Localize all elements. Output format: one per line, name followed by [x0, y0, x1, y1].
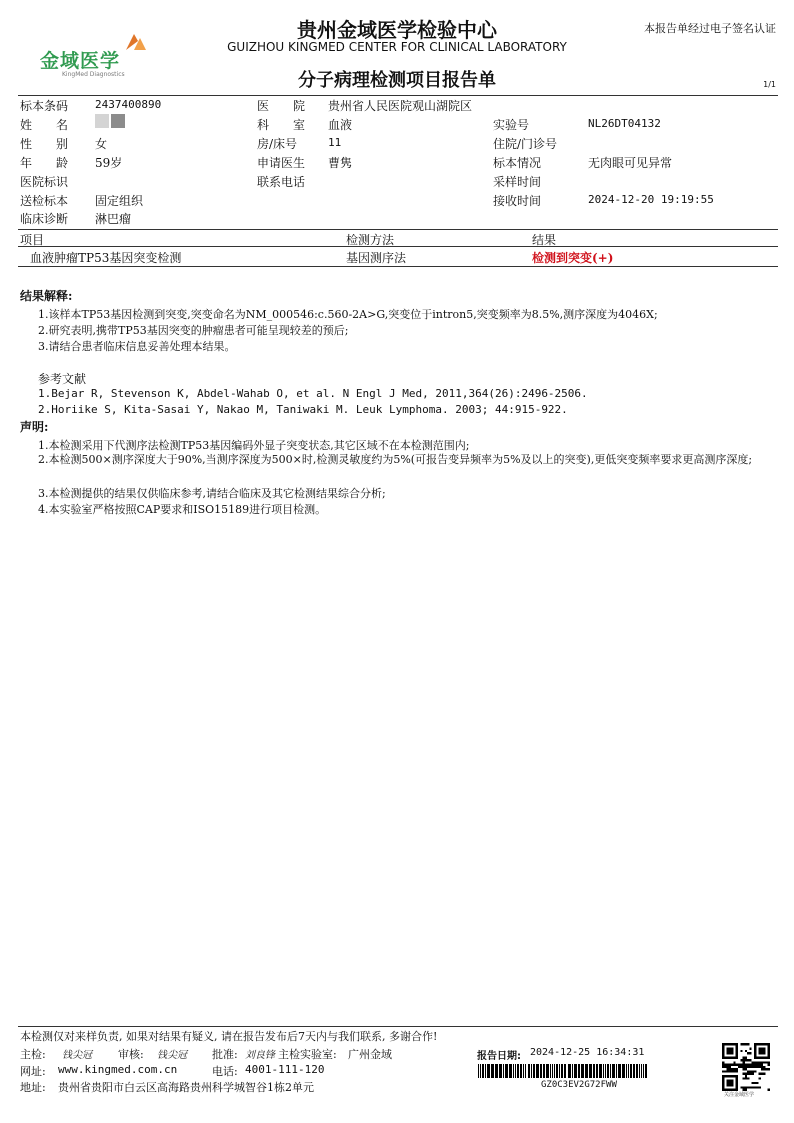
age-label: 年 龄	[20, 156, 69, 170]
doctor-value: 曹隽	[328, 156, 353, 170]
address-value: 贵州省贵阳市白云区高海路贵州科学城智谷1栋2单元	[58, 1081, 314, 1094]
name-label: 姓 名	[20, 118, 69, 132]
address-label: 地址:	[20, 1081, 46, 1094]
header-divider	[18, 95, 778, 96]
reviewer-label: 审核:	[118, 1048, 144, 1061]
statement-line: 3.本检测提供的结果仅供临床参考,请结合临床及其它检测结果综合分析;	[38, 487, 386, 500]
row-item: 血液肿瘤TP53基因突变检测	[30, 251, 182, 265]
tel-value: 4001-111-120	[245, 1063, 325, 1076]
barcode-value: 2437400890	[95, 98, 162, 111]
table-top-rule	[18, 229, 778, 230]
report-title: 分子病理检测项目报告单	[298, 70, 496, 91]
dept-value: 血液	[328, 118, 353, 132]
receive-time-label: 接收时间	[493, 194, 542, 208]
sample-status-value: 无肉眼可见异常	[588, 156, 673, 170]
report-date-value: 2024-12-25 16:34:31	[530, 1047, 645, 1058]
name-redacted	[95, 114, 127, 128]
specimen-label: 送检标本	[20, 194, 69, 208]
page-number: 1/1	[763, 80, 776, 89]
sex-label: 性 别	[20, 137, 69, 151]
col-header-result: 结果	[532, 233, 557, 247]
diagnosis-value: 淋巴瘤	[95, 212, 132, 226]
center-name-en: GUIZHOU KINGMED CENTER FOR CLINICAL LABORATORY	[227, 40, 567, 54]
hospital-value: 贵州省人民医院观山湖院区	[328, 99, 473, 113]
interpretation-line: 2.研究表明,携带TP53基因突变的肿瘤患者可能呈现较差的预后;	[38, 324, 349, 337]
approver-label: 批准:	[212, 1048, 238, 1061]
hospital-label: 医 院	[257, 99, 306, 113]
logo-subtext: KingMed Diagnostics	[62, 71, 125, 78]
statement-line: 4.本实验室严格按照CAP要求和ISO15189进行项目检测。	[38, 503, 327, 516]
statement-title: 声明:	[20, 420, 49, 434]
table-bottom-rule	[18, 266, 778, 267]
references-title: 参考文献	[38, 372, 87, 386]
sample-status-label: 标本情况	[493, 156, 542, 170]
statement-line: 1.本检测采用下代测序法检测TP53基因编码外显子突变状态,其它区域不在本检测范围内;	[38, 439, 470, 452]
footer-divider	[18, 1026, 778, 1027]
reference-item: 2.Horiike S, Kita-Sasai Y, Nakao M, Taniwaki M. Leuk Lymphoma. 2003; 44:915-922.	[38, 403, 568, 416]
logo-text: 金域医学	[40, 50, 121, 72]
reference-item: 1.Bejar R, Stevenson K, Abdel-Wahab O, et al. N Engl J Med, 2011,364(26):2496-2506.	[38, 387, 588, 400]
table-header-rule	[18, 246, 778, 247]
bed-label: 房/床号	[257, 137, 298, 151]
inpatient-label: 住院/门诊号	[493, 137, 558, 151]
approver-signature: 刘良锋	[245, 1050, 275, 1061]
hospital-id-label: 医院标识	[20, 175, 69, 189]
collect-time-label: 采样时间	[493, 175, 542, 189]
doctor-label: 申请医生	[257, 156, 306, 170]
bed-value: 11	[328, 136, 342, 149]
receive-time-value: 2024-12-20 19:19:55	[588, 193, 714, 206]
barcode-label: 标本条码	[20, 99, 69, 113]
main-lab-value: 广州金域	[348, 1048, 392, 1061]
specimen-value: 固定组织	[95, 194, 144, 208]
interpretation-line: 1.该样本TP53基因检测到突变,突变命名为NM_000546:c.560-2A>G,突变位于intron5,突变频率为8.5%,测序深度为4046X;	[38, 308, 658, 321]
qr-caption: 关注金域医学	[724, 1092, 755, 1098]
reviewer-signature: 钱尖冠	[157, 1050, 187, 1061]
diagnosis-label: 临床诊断	[20, 212, 69, 226]
age-value: 59岁	[95, 156, 123, 170]
interpretation-line: 3.请结合患者临床信息妥善处理本结果。	[38, 340, 236, 353]
barcode-text: GZ0C3EV2G72FWW	[541, 1080, 617, 1090]
qr-code-icon	[722, 1043, 770, 1091]
sex-value: 女	[95, 137, 108, 151]
interpretation-title: 结果解释:	[20, 289, 73, 303]
statement-line: 2.本检测500×测序深度大于90%,当测序深度为500×时,检测灵敏度约为5%(可报告变异频率为5%及以上的突变),更低突变频率要求更高测序深度;	[38, 453, 753, 466]
center-name-cn: 贵州金域医学检验中心	[297, 18, 497, 42]
col-header-method: 检测方法	[346, 233, 395, 247]
lab-no-label: 实验号	[493, 118, 530, 132]
tel-label: 电话:	[212, 1065, 238, 1078]
esign-note: 本报告单经过电子签名认证	[644, 22, 776, 35]
report-barcode-icon	[478, 1064, 648, 1078]
lab-no-value: NL26DT04132	[588, 117, 661, 130]
report-date-label: 报告日期:	[477, 1051, 521, 1062]
main-lab-label: 主检实验室:	[278, 1048, 337, 1061]
col-header-item: 项目	[20, 233, 45, 247]
row-method: 基因测序法	[346, 251, 407, 265]
website-value[interactable]: www.kingmed.com.cn	[58, 1063, 178, 1076]
tester-label: 主检:	[20, 1048, 46, 1061]
website-label: 网址:	[20, 1065, 46, 1078]
dept-label: 科 室	[257, 118, 306, 132]
footer-disclaimer: 本检测仅对来样负责, 如果对结果有疑义, 请在报告发布后7天内与我们联系, 多谢合作!	[20, 1030, 438, 1043]
row-result: 检测到突变(+)	[532, 251, 614, 265]
phone-label: 联系电话	[257, 175, 306, 189]
tester-signature: 钱尖冠	[62, 1050, 92, 1061]
